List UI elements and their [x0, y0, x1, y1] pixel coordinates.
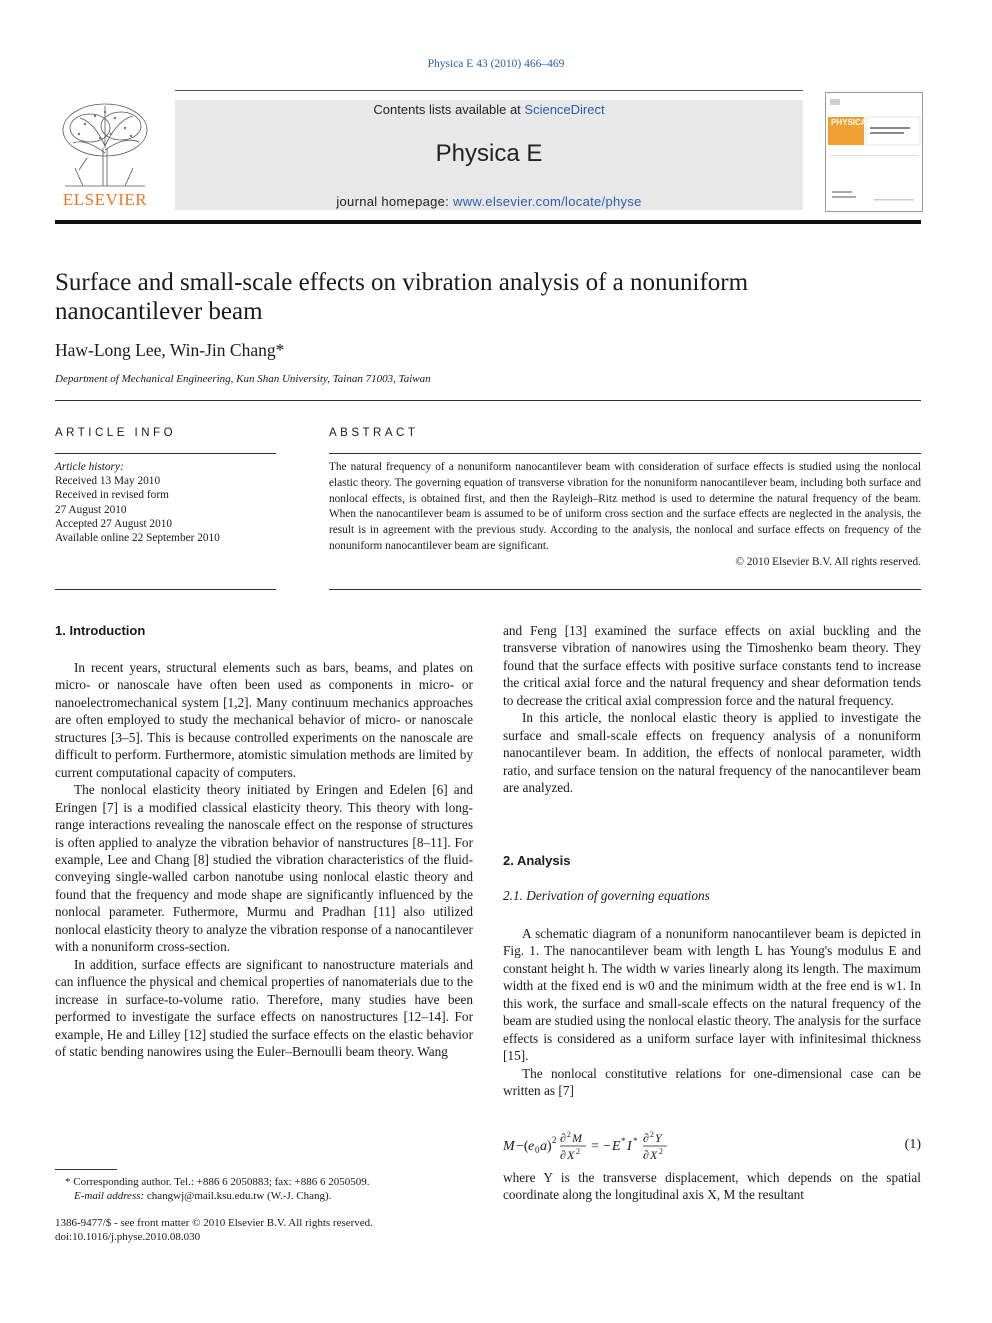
svg-text:2: 2: [659, 1147, 663, 1156]
svg-text:M: M: [572, 1131, 582, 1145]
homepage-prefix: journal homepage:: [336, 194, 454, 209]
svg-text:−: −: [603, 1139, 611, 1154]
history-item: Received in revised form: [55, 489, 169, 502]
svg-text:e: e: [528, 1139, 535, 1154]
abstract-heading: ABSTRACT: [329, 427, 419, 439]
intro-paragraph-1: In recent years, structural elements such as bars, beams, and plates on micro- or nanoscale have often been used as components in micro- or nanoelectromechanical system [1,2]. Many continuum mechanics approaches are often employed to study the mechanical behavior of micro- or nanoscale structures [3–5]. This is because controlled experiments on the nanoscale are difficult to perform. Furthermore, atomistic simulation methods are limited by current computational capacity of computers.: [55, 660, 473, 780]
corresponding-author-mark[interactable]: *: [275, 340, 285, 360]
svg-text:2: 2: [567, 1130, 571, 1139]
journal-reference[interactable]: Physica E 43 (2010) 466–469: [427, 58, 565, 70]
right-column-top: [503, 622, 921, 797]
email-label: E-mail address:: [74, 1190, 145, 1203]
left-column-body: [55, 659, 473, 1060]
svg-text:X: X: [650, 1148, 658, 1162]
article-title: [55, 268, 935, 326]
svg-text:∂: ∂: [643, 1131, 649, 1145]
doi-line[interactable]: doi:10.1016/j.physe.2010.08.030: [55, 1231, 201, 1244]
svg-text:X: X: [567, 1148, 575, 1162]
analysis-paragraph-2: The nonlocal constitutive relations for one-dimensional case can be written as [7]: [503, 1065, 921, 1099]
svg-text:Y: Y: [655, 1131, 662, 1145]
history-item: Available online 22 September 2010: [55, 532, 220, 545]
intro-paragraph-2: The nonlocal elasticity theory initiated by Eringen and Edelen [6] and Eringen [7] is a modified classical elasticity theory. This theory with long-range interactions revealing the nanoscale effect on the response of structures is often applied to analyze the vibration behavior of nanstructures [8–11]. For example, Lee and Chang [8] studied the vibration characteristics of the fluid-conveying single-walled carbon nanotube using nonlocal elastic theory and found that the frequency and mode shape are significantly influenced by the nonlocal parameter. Futhermore, Murmu and Pradhan [11] also utilized nonlocal elasticity theory to analyze the vibration response of a nanocantilever with a nonuniform cross-section.: [55, 782, 473, 955]
abstract-rule-bottom: [329, 589, 921, 590]
elsevier-wordmark[interactable]: ELSEVIER: [62, 190, 148, 209]
authors-names: Haw-Long Lee, Win-Jin Chang: [55, 340, 276, 360]
section-1-heading: 1. Introduction: [55, 623, 146, 638]
intro-paragraph-4: and Feng [13] examined the surface effects on axial buckling and the transverse vibration of nanowires using the Timoshenko beam theory. They found that the surface effects with positive surface constants tend to increase the critical axial force and the natural frequency and shear deformation tends to decrease the critical axial compression force and the natural frequency.: [503, 623, 921, 708]
journal-title[interactable]: Physica E: [435, 140, 543, 167]
svg-text:2: 2: [552, 1135, 557, 1145]
article-info-rule-top: [55, 453, 276, 454]
intro-paragraph-5: In this article, the nonlocal elastic theory is applied to investigate the surface and small-scale effects on frequency analysis of a nonuniform nanocantilever beam. In addition, the effects of nonlocal parameter, width ratio, and surface tension on the natural frequency of the nanocantilever beam are analyzed.: [503, 710, 921, 796]
svg-text:∂: ∂: [560, 1131, 566, 1145]
email-note: [55, 1189, 475, 1203]
history-label: Article history:: [55, 461, 124, 473]
header-top-rule: [175, 90, 803, 91]
equation-1-formula: [503, 1128, 703, 1164]
title-line-1: Surface and small-scale effects on vibration analysis of a nonuniform: [55, 269, 749, 296]
footnote-rule: [55, 1169, 117, 1170]
svg-text:*: *: [621, 1136, 626, 1146]
svg-text:I: I: [627, 1139, 632, 1154]
history-item: Received 13 May 2010: [55, 475, 161, 488]
analysis-paragraph-3: where Y is the transverse displacement, which depends on the spatial coordinate along the longitudinal axis X, M the resultant: [503, 1170, 921, 1203]
svg-text:): ): [547, 1139, 552, 1154]
svg-text:E: E: [612, 1139, 621, 1154]
email-address[interactable]: changwj@mail.ksu.edu.tw (W.-J. Chang).: [146, 1190, 332, 1203]
article-info-heading: ARTICLE INFO: [55, 427, 177, 439]
svg-text:a: a: [540, 1139, 547, 1154]
sciencedirect-link[interactable]: ScienceDirect: [524, 102, 605, 117]
contents-prefix: Contents lists available at: [373, 102, 525, 117]
svg-text:M: M: [503, 1139, 515, 1154]
history-item: Accepted 27 August 2010: [55, 517, 173, 530]
section-2-heading: 2. Analysis: [503, 853, 571, 868]
svg-text:2: 2: [576, 1147, 580, 1156]
svg-text:∂: ∂: [643, 1148, 649, 1162]
abstract-rule-top: [329, 453, 921, 454]
right-column-bottom: [503, 1169, 921, 1204]
footnotes: [55, 1175, 475, 1203]
contents-line: [175, 102, 803, 117]
article-info-rule-bottom: [55, 589, 276, 590]
affiliation: Department of Mechanical Engineering, Kun Shan University, Tainan 71003, Taiwan: [55, 373, 431, 385]
analysis-paragraph-1: A schematic diagram of a nonuniform nanocantilever beam is depicted in Fig. 1. The nanocantilever beam with length L has Young's modulus E and constant height h. The width w varies linearly along its length. The maximum width at the fixed end is w0 and the minimum width at the free end is w1. In this work, the surface and small-scale effects on the natural frequency of the beam are studied using the nonlocal elastic theory. The analysis for the surface effects is considered as a uniform surface layer with infinitesimal thickness [15].: [503, 926, 921, 1064]
title-line-2: nanocantilever beam: [55, 298, 263, 325]
equation-1-number: (1): [904, 1137, 921, 1152]
title-block-rule: [55, 400, 921, 401]
cover-title: PHYSICA: [831, 118, 867, 127]
homepage-line: [175, 194, 803, 209]
svg-text:=: =: [591, 1139, 599, 1154]
svg-text:2: 2: [650, 1130, 654, 1139]
author-list: [55, 340, 284, 361]
abstract-text: The natural frequency of a nonuniform nanocantilever beam with consideration of surface effects is studied using the nonlocal elastic theory. The governing equation of transverse vibration for the nonuniform nanocantilever beam, including both surface and nonlocal effects, is obtained first, and then the Rayleigh–Ritz method is used to determine the natural frequency of the beam. When the nanocantilever beam is assumed to be of uniform cross section and the surface effects are neglected in the analysis, the result is in agreement with the previous study. According to the analysis, the nonlocal and surface effects on frequency of the nonuniform nanocantilever beam are significant.: [329, 461, 921, 552]
intro-paragraph-3: In addition, surface effects are significant to nanostructure materials and can influence the physical and chemical properties of nanomaterials due to the increase in surface-to-volume ratio. Therefore, many studies have been performed to investigate the surface effects on nanostructures [12–14]. For example, He and Lilley [12] studied the surface effects on the elastic behavior of static bending nanowires using the Euler–Bernoulli beam theory. Wang: [55, 956, 473, 1059]
article-history: [55, 460, 280, 545]
abstract-body: [329, 460, 921, 571]
right-column-analysis: [503, 925, 921, 1100]
subsection-2-1-heading: 2.1. Derivation of governing equations: [503, 888, 710, 903]
homepage-link[interactable]: www.elsevier.com/locate/physe: [453, 194, 642, 209]
history-item: 27 August 2010: [55, 503, 127, 516]
corresponding-author-note: * Corresponding author. Tel.: +886 6 2050883; fax: +886 6 2050509.: [65, 1176, 370, 1188]
svg-text:*: *: [633, 1136, 638, 1146]
svg-text:∂: ∂: [560, 1148, 566, 1162]
equation-1: [503, 1128, 921, 1164]
page-footer: [55, 1216, 475, 1244]
issn-line: 1386-9477/$ - see front matter © 2010 Elsevier B.V. All rights reserved.: [55, 1217, 373, 1229]
svg-text:−(: −(: [516, 1139, 529, 1154]
svg-text:0: 0: [535, 1145, 540, 1155]
abstract-copyright: © 2010 Elsevier B.V. All rights reserved.: [735, 555, 921, 568]
journal-cover-thumbnail[interactable]: [825, 92, 923, 212]
header-thick-rule: [55, 220, 921, 224]
